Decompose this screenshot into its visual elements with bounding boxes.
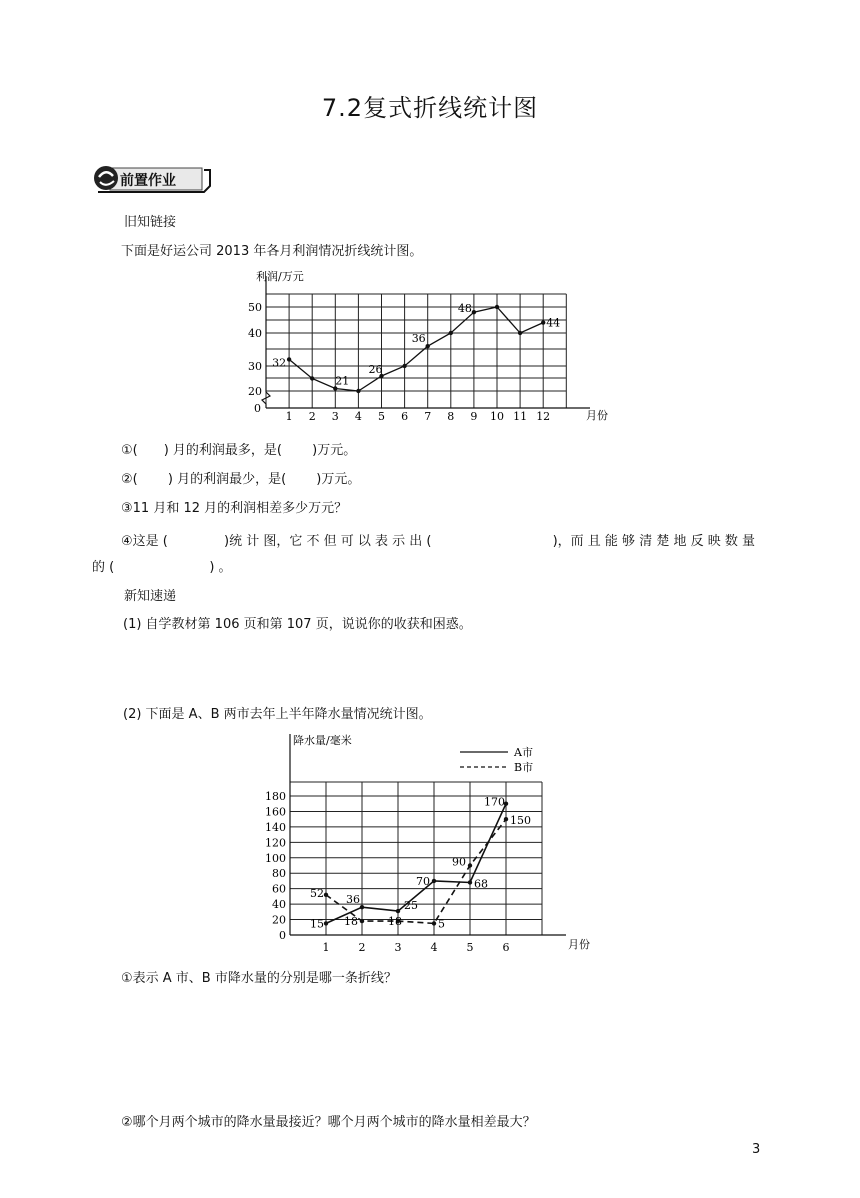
data-point — [432, 921, 436, 925]
x-axis-label: 月份 — [586, 409, 608, 422]
question-4-line-1: ④这是 ( )统 计 图，它 不 但 可 以 表 示 出 ( )，而 且 能 够 清 楚 地 反 映 数 量 — [121, 534, 755, 549]
x-tick-label: 5 — [378, 410, 385, 423]
y-axis-label: 降水量/毫米 — [293, 734, 352, 747]
legend-label-b: B市 — [514, 761, 534, 774]
data-point — [468, 863, 472, 867]
data-point — [541, 320, 545, 324]
data-point — [468, 880, 472, 884]
data-point — [324, 921, 328, 925]
x-tick-label: 4 — [354, 410, 362, 423]
data-point — [356, 389, 360, 393]
data-label: 52 — [310, 886, 324, 900]
y-tick-label: 160 — [265, 805, 286, 819]
data-label: 36 — [411, 332, 426, 346]
question-2: ②( ) 月的利润最少，是( )万元。 — [121, 472, 361, 487]
x-tick-label: 12 — [536, 410, 551, 423]
part-2-text: (2) 下面是 A、B 两市去年上半年降水量情况统计图。 — [123, 707, 432, 722]
data-point — [310, 376, 314, 380]
data-label: 68 — [474, 877, 488, 891]
data-label: 170 — [484, 795, 505, 809]
data-label: 15 — [310, 917, 324, 931]
banner-label: 前置作业 — [120, 173, 176, 189]
data-label: 18 — [388, 915, 402, 929]
new-knowledge-heading: 新知速递 — [124, 589, 177, 604]
question-4-line-2: 的 ( ) 。 — [92, 560, 232, 575]
data-label: 44 — [546, 316, 561, 330]
y-tick-label: 40 — [272, 898, 286, 912]
x-tick-label: 1 — [285, 410, 293, 423]
y-tick-label: 50 — [248, 301, 262, 314]
data-point — [287, 357, 291, 361]
sub-question-2: ②哪个月两个城市的降水量最接近？哪个月两个城市的降水量相差最大？ — [121, 1115, 536, 1130]
y-tick-label: 20 — [272, 913, 286, 927]
y-tick-label: 60 — [272, 882, 286, 896]
sub-question-1: ①表示 A 市、B 市降水量的分别是哪一条折线？ — [121, 971, 397, 986]
y-tick-label: 20 — [248, 385, 262, 398]
x-tick-label: 11 — [513, 410, 528, 423]
data-label: 25 — [404, 899, 418, 913]
data-label: 32 — [272, 356, 287, 370]
y-tick-label: 80 — [272, 867, 286, 881]
y-tick-label: 120 — [265, 836, 286, 850]
section-banner — [92, 162, 214, 194]
data-point — [449, 331, 453, 335]
y-tick-label: 40 — [248, 327, 262, 340]
x-tick-label: 3 — [394, 941, 402, 952]
y-tick-label: 140 — [265, 820, 286, 834]
data-label: 26 — [368, 363, 383, 376]
x-tick-label: 10 — [490, 410, 504, 423]
data-label: 70 — [416, 874, 430, 888]
data-point — [472, 310, 476, 314]
data-label: 150 — [510, 814, 531, 828]
question-3: ③11 月和 12 月的利润相差多少万元？ — [121, 501, 348, 516]
data-label: 5 — [438, 917, 445, 931]
x-tick-label: 2 — [358, 941, 366, 952]
data-label: 18 — [344, 915, 358, 929]
page-title: 7.2复式折线统计图 — [321, 94, 539, 122]
y-tick-label: 30 — [248, 360, 262, 373]
y-tick-label: 0 — [254, 402, 261, 415]
data-label: 21 — [335, 374, 350, 388]
data-point — [360, 905, 364, 909]
part-1-text: (1) 自学教材第 106 页和第 107 页，说说你的收获和困惑。 — [123, 617, 472, 632]
intro-text: 下面是好运公司 2013 年各月利润情况折线统计图。 — [121, 244, 423, 259]
x-tick-label: 4 — [430, 941, 438, 952]
x-axis-label: 月份 — [568, 938, 590, 951]
y-axis-label: 利润/万元 — [256, 270, 304, 283]
x-tick-label: 6 — [502, 941, 510, 952]
data-point — [426, 344, 430, 348]
data-label: 48 — [457, 302, 472, 316]
y-tick-label: 100 — [265, 851, 286, 865]
data-point — [402, 364, 406, 368]
profit-line-chart — [240, 266, 620, 426]
question-1: ①( ) 月的利润最多，是( )万元。 — [121, 443, 357, 458]
x-tick-label: 3 — [331, 410, 339, 423]
page-number: 3 — [752, 1142, 761, 1157]
x-tick-label: 8 — [447, 410, 455, 423]
data-point — [504, 817, 508, 821]
x-tick-label: 5 — [466, 941, 474, 952]
old-knowledge-heading: 旧知链接 — [124, 215, 177, 230]
data-label: 90 — [452, 855, 466, 869]
data-point — [360, 919, 364, 923]
x-tick-label: 2 — [308, 410, 316, 423]
y-tick-label: 180 — [265, 790, 286, 803]
data-point — [324, 893, 328, 897]
rainfall-line-chart — [256, 730, 606, 952]
x-tick-label: 6 — [401, 410, 409, 423]
x-tick-label: 7 — [424, 410, 432, 423]
data-point — [432, 879, 436, 883]
legend-label-a: A市 — [514, 746, 533, 759]
data-point — [495, 305, 499, 309]
x-tick-label: 1 — [322, 941, 330, 952]
data-label: 36 — [346, 893, 360, 907]
x-tick-label: 9 — [470, 410, 478, 423]
y-tick-label: 0 — [279, 929, 286, 942]
data-point — [518, 331, 522, 335]
data-point — [396, 909, 400, 913]
